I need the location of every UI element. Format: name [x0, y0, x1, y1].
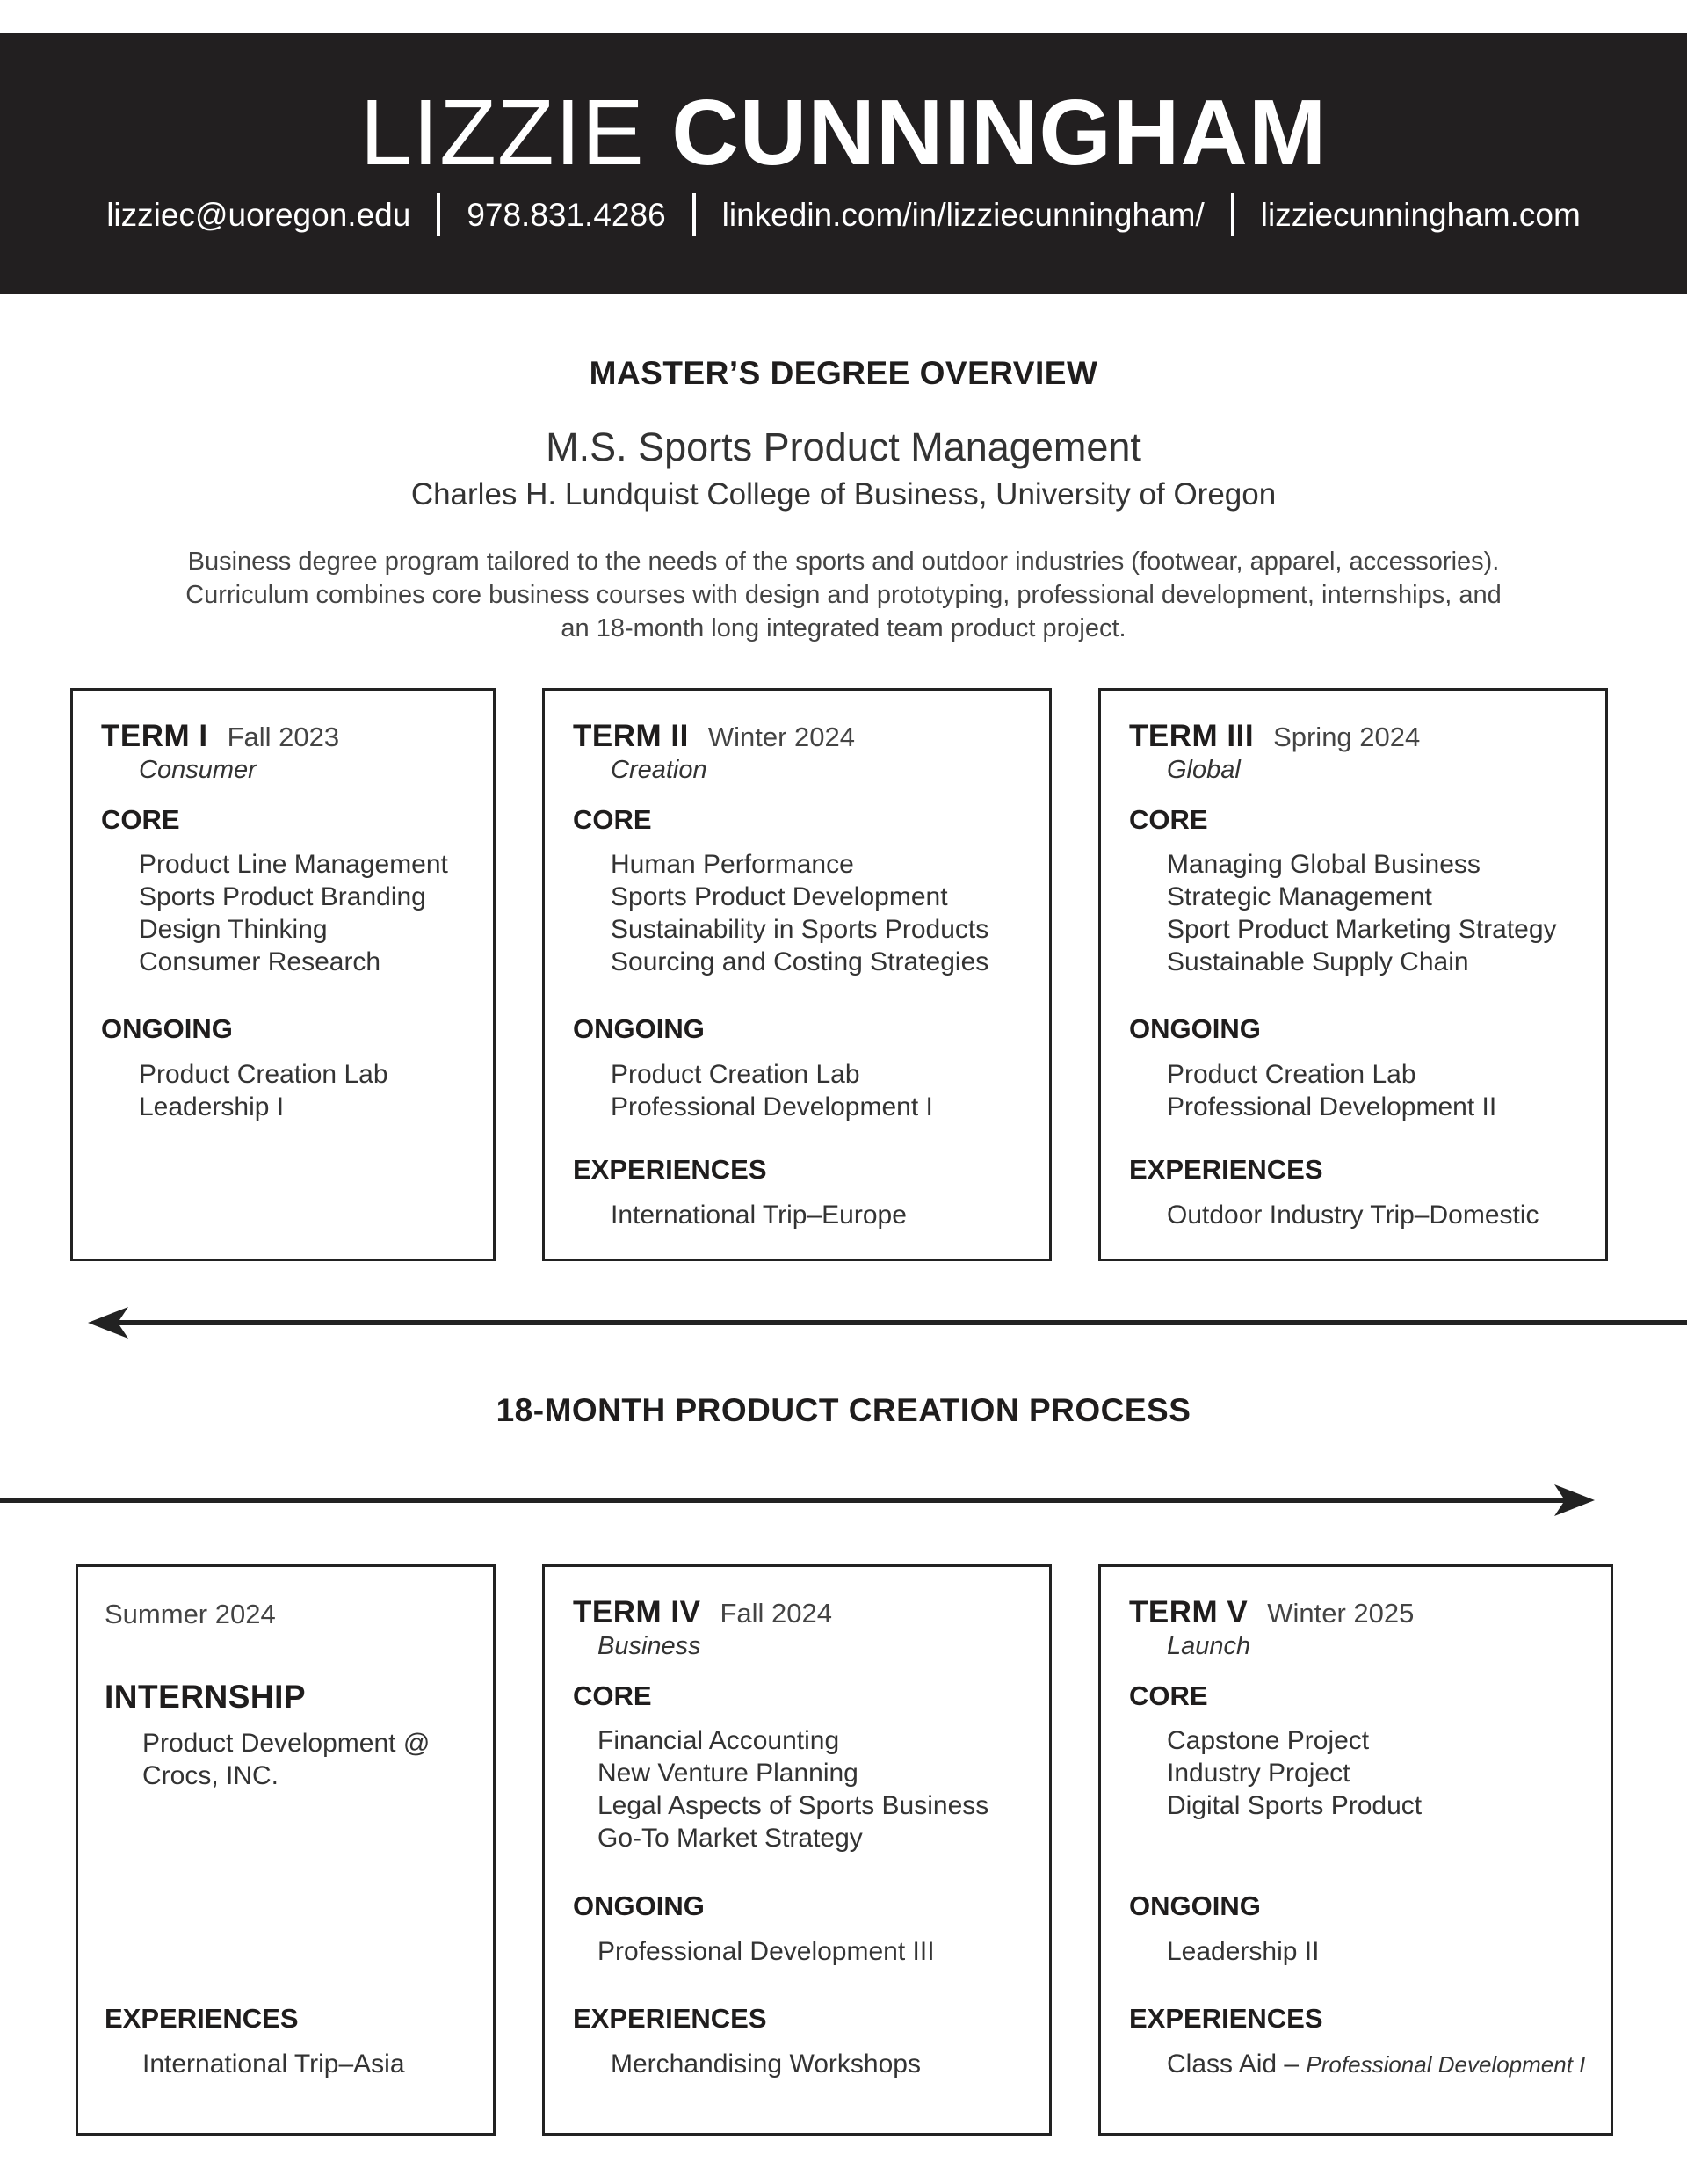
list-item: Product Creation Lab [1167, 1060, 1416, 1089]
core-list [1167, 848, 1557, 978]
list-item: Design Thinking [139, 915, 328, 944]
list-item: Sourcing and Costing Strategies [611, 947, 989, 976]
term-1-card [70, 688, 496, 1261]
term-theme: Creation [611, 756, 707, 784]
list-item: Professional Development II [1167, 1092, 1497, 1121]
core-list [139, 848, 448, 978]
right-arrow-icon [0, 1483, 1595, 1518]
term-heading [1129, 721, 1420, 751]
list-item: Sports Product Development [611, 882, 948, 911]
internship-card [76, 1564, 496, 2136]
term-3-card [1098, 688, 1608, 1261]
experiences-list [1167, 1199, 1539, 1231]
term-number: TERM V [1129, 1595, 1249, 1629]
list-item: International Trip–Europe [611, 1201, 907, 1230]
ongoing-list [1167, 1058, 1496, 1123]
term-heading [573, 1597, 832, 1628]
contact-divider [1231, 193, 1234, 236]
list-item: Leadership I [139, 1092, 285, 1121]
description-line: an 18-month long integrated team product project. [561, 614, 1126, 642]
website-link[interactable]: lizziecunningham.com [1260, 196, 1581, 233]
contact-divider [437, 193, 440, 236]
experiences-list [142, 2048, 405, 2080]
experiences-list [611, 2048, 921, 2080]
term-theme: Business [597, 1632, 701, 1660]
core-label: CORE [101, 804, 180, 835]
applicant-name [0, 81, 1687, 185]
list-item: Consumer Research [139, 947, 381, 976]
degree-title: M.S. Sports Product Management [546, 424, 1141, 469]
core-label: CORE [1129, 804, 1208, 835]
list-item: Digital Sports Product [1167, 1791, 1423, 1820]
contact-line [0, 193, 1687, 236]
header-banner [0, 33, 1687, 294]
list-item: Go-To Market Strategy [597, 1824, 863, 1853]
school-name: Charles H. Lundquist College of Business, University of Oregon [410, 477, 1277, 512]
term-number: TERM I [101, 719, 208, 753]
term-5-card [1098, 1564, 1613, 2136]
list-item: Merchandising Workshops [611, 2050, 921, 2079]
list-item [1167, 2048, 1585, 2081]
list-item: Sustainability in Sports Products [611, 915, 989, 944]
list-item: Product Creation Lab [611, 1060, 860, 1089]
internship-heading: INTERNSHIP [105, 1679, 307, 1715]
term-4-card [542, 1564, 1052, 2136]
term-number: TERM II [573, 719, 689, 753]
left-arrow-icon [88, 1305, 1687, 1340]
term-heading [101, 721, 339, 751]
experiences-label: EXPERIENCES [1129, 2003, 1323, 2034]
list-item: Professional Development III [597, 1937, 935, 1966]
contact-divider [692, 193, 696, 236]
list-item: Product Creation Lab [139, 1060, 388, 1089]
list-item: International Trip–Asia [142, 2050, 405, 2079]
list-item: Crocs, INC. [142, 1761, 279, 1790]
list-item: Managing Global Business [1167, 850, 1481, 879]
term-theme: Consumer [139, 756, 257, 784]
last-name: CUNNINGHAM [671, 81, 1328, 185]
ongoing-list [611, 1058, 933, 1123]
description-line: Business degree program tailored to the needs of the sports and outdoor industries (footwear, apparel, accessories). [187, 548, 1500, 576]
internship-season: Summer 2024 [105, 1599, 276, 1629]
core-list [1167, 1724, 1422, 1822]
experiences-label: EXPERIENCES [573, 1154, 767, 1185]
list-item: Sports Product Branding [139, 882, 426, 911]
first-name: LIZZIE [359, 81, 645, 185]
description-line: Curriculum combines core business courses with design and prototyping, professional development, internships, and [185, 581, 1502, 609]
term-season: Winter 2025 [1267, 1598, 1415, 1629]
core-list [597, 1724, 988, 1854]
list-item: Capstone Project [1167, 1726, 1370, 1755]
linkedin-link[interactable]: linkedin.com/in/lizziecunningham/ [721, 196, 1205, 233]
term-number: TERM IV [573, 1595, 701, 1629]
email-link[interactable]: lizziec@uoregon.edu [106, 196, 411, 233]
ongoing-label: ONGOING [573, 1013, 705, 1044]
list-item: Legal Aspects of Sports Business [597, 1791, 989, 1820]
process-heading: 18-MONTH PRODUCT CREATION PROCESS [496, 1392, 1191, 1428]
term-season: Spring 2024 [1273, 722, 1421, 752]
phone-number[interactable]: 978.831.4286 [467, 196, 666, 233]
experience-note: Professional Development I [1306, 2051, 1586, 2078]
ongoing-label: ONGOING [101, 1013, 233, 1044]
term-theme: Launch [1167, 1632, 1251, 1660]
list-item: Professional Development I [611, 1092, 933, 1121]
term-heading [1129, 1597, 1414, 1628]
ongoing-list [1167, 1935, 1319, 1968]
list-item: Human Performance [611, 850, 854, 879]
program-description [0, 545, 1687, 645]
list-item: Financial Accounting [597, 1726, 840, 1755]
core-label: CORE [1129, 1680, 1208, 1711]
ongoing-label: ONGOING [1129, 1890, 1261, 1921]
list-item: Industry Project [1167, 1759, 1350, 1788]
experiences-label: EXPERIENCES [1129, 1154, 1323, 1185]
list-item: Sport Product Marketing Strategy [1167, 915, 1557, 944]
list-item: Outdoor Industry Trip–Domestic [1167, 1201, 1539, 1230]
list-item: Sustainable Supply Chain [1167, 947, 1469, 976]
list-item: New Venture Planning [597, 1759, 858, 1788]
ongoing-label: ONGOING [573, 1890, 705, 1921]
ongoing-label: ONGOING [1129, 1013, 1261, 1044]
core-label: CORE [573, 1680, 652, 1711]
term-season: Fall 2024 [720, 1598, 832, 1629]
term-season: Winter 2024 [707, 722, 855, 752]
list-item: Leadership II [1167, 1937, 1320, 1966]
term-number: TERM III [1129, 719, 1255, 753]
ongoing-list [139, 1058, 388, 1123]
term-theme: Global [1167, 756, 1241, 784]
overview-heading: MASTER’S DEGREE OVERVIEW [589, 355, 1098, 391]
list-item: Product Line Management [139, 850, 448, 879]
core-list [611, 848, 988, 978]
term-season: Fall 2023 [227, 722, 340, 752]
term-heading [573, 721, 855, 751]
experiences-list [1167, 2048, 1585, 2081]
experience-main: Class Aid – [1167, 2050, 1300, 2079]
term-2-card [542, 688, 1052, 1261]
ongoing-list [597, 1935, 935, 1968]
experiences-label: EXPERIENCES [573, 2003, 767, 2034]
core-label: CORE [573, 804, 652, 835]
list-item: Product Development @ [142, 1729, 431, 1758]
list-item: Strategic Management [1167, 882, 1432, 911]
experiences-list [611, 1199, 907, 1231]
internship-details [142, 1727, 430, 1792]
experiences-label: EXPERIENCES [105, 2003, 299, 2034]
